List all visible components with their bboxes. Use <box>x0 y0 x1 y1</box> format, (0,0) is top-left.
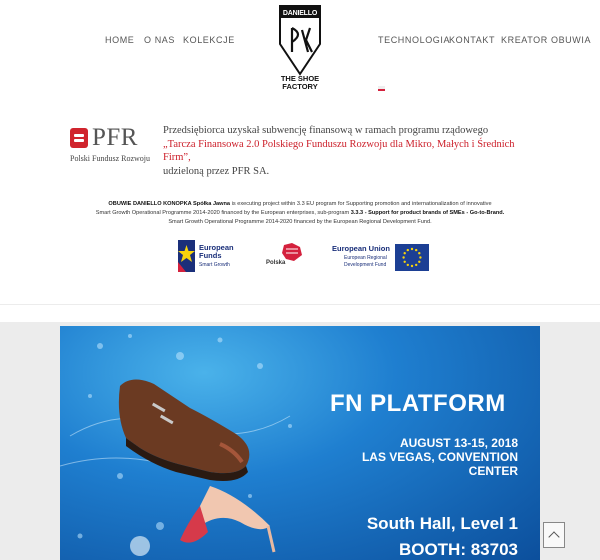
pfr-name: PFR <box>92 124 138 151</box>
banner-hall: South Hall, Level 1 <box>366 514 518 533</box>
european-funds-title: European Funds <box>199 243 234 260</box>
polish-flag-icon[interactable] <box>378 86 385 91</box>
eu-line-2-bold: 3.3.3 - Support for product brands of SMEs - Go-to-Brand. <box>350 210 505 216</box>
company-name: OBUWIE DANIELLO KONOPKA Spółka Jawna <box>108 201 231 207</box>
logo-tagline-2: FACTORY <box>282 82 318 91</box>
banner-location: LAS VEGAS, CONVENTION CENTER <box>361 450 518 478</box>
nav-technologia[interactable]: TECHNOLOGIA <box>378 35 451 45</box>
scroll-to-top-button[interactable] <box>543 522 565 548</box>
shoe-splash-image <box>60 326 310 560</box>
banner-date-location <box>328 436 518 478</box>
european-funds-star-icon <box>178 240 195 272</box>
eu-fund-label: European Regional Development Fund <box>344 255 387 268</box>
site-header <box>0 0 600 100</box>
site-logo[interactable] <box>276 4 324 92</box>
subsidy-notice <box>163 124 543 178</box>
polska-logo <box>264 243 304 273</box>
nav-o-nas[interactable]: O NAS <box>144 35 176 45</box>
eu-project-text <box>60 200 540 227</box>
european-union-logo <box>332 244 432 274</box>
eu-title: European Union <box>332 244 390 253</box>
logo-tagline-1: THE SHOE <box>280 74 320 83</box>
banner-title: FN PLATFORM <box>330 390 506 417</box>
smart-growth-label: Smart Growth <box>199 262 230 268</box>
logo-brand: DANIELLO <box>282 10 318 17</box>
event-banner[interactable] <box>60 326 540 560</box>
subsidy-text-1: Przedsiębiorca uzyskał subwencję finansową w ramach programu rządowego <box>163 125 489 136</box>
pfr-mark-icon <box>70 128 88 148</box>
banner-booth: BOOTH: 83703 <box>398 540 518 559</box>
nav-home[interactable]: HOME <box>105 35 135 45</box>
nav-kreator-obuwia[interactable]: KREATOR OBUWIA <box>501 35 592 45</box>
european-funds-logo <box>178 240 238 274</box>
pfr-subtitle: Polski Fundusz Rozwoju <box>70 154 151 163</box>
eu-line-3: Smart Growth Operational Programme 2014-2020 financed by the European Regional Development Fund. <box>168 219 432 225</box>
subsidy-text-2: udzieloną przez PFR SA. <box>163 165 270 177</box>
section-divider <box>0 304 600 305</box>
eu-flag-icon <box>395 244 429 271</box>
nav-kolekcje[interactable]: KOLEKCJE <box>183 35 235 45</box>
subsidy-program-name: „Tarcza Finansowa 2.0 Polskiego Funduszu Rozwoju dla Mikro, Małych i Średnich Firm”, <box>163 138 515 163</box>
eu-line-2: Smart Growth Operational Programme 2014-2020 financed by the European enterprises, sub-program <box>95 210 350 216</box>
polska-flag-icon <box>280 243 304 261</box>
banner-date: AUGUST 13-15, 2018 <box>399 436 518 450</box>
nav-kontakt[interactable]: KONTAKT <box>449 35 496 45</box>
eu-line-1: is executing project within 3.3 EU program for Supporting promotion and internationalization of innovative <box>231 201 492 207</box>
pfr-logo <box>70 126 150 166</box>
polska-label: Polska <box>266 260 286 266</box>
